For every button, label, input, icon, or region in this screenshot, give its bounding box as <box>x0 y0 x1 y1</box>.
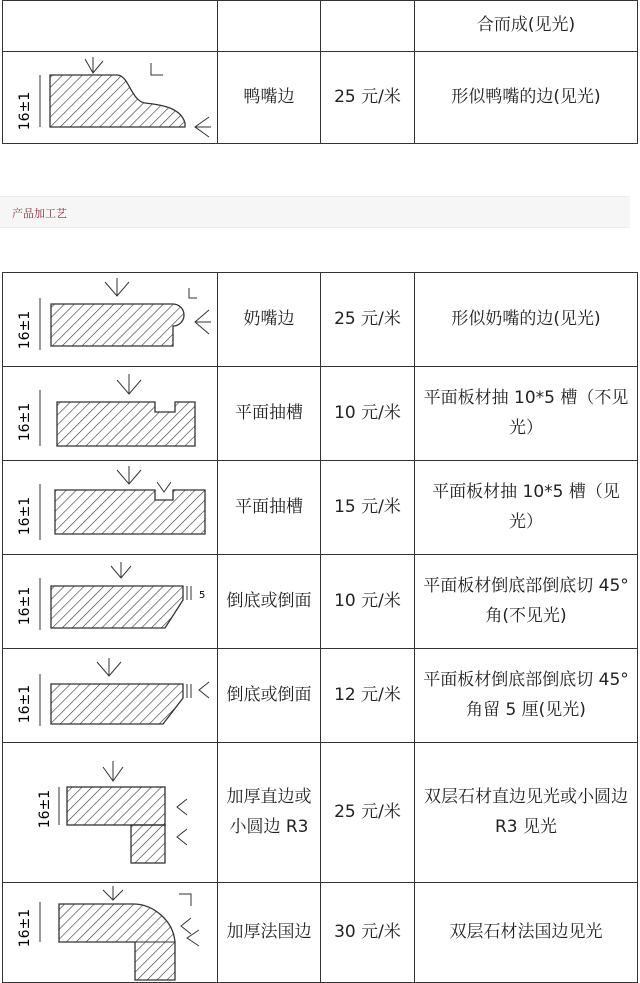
groove-exposed-profile-icon <box>3 367 218 461</box>
double-layer-french-profile-icon <box>3 883 218 983</box>
row-name: 加厚法国边 <box>218 883 321 983</box>
groove-hidden-profile-icon <box>3 461 218 555</box>
table-row <box>3 461 638 555</box>
row-name: 平面抽槽 <box>218 461 321 555</box>
row-price: 10 元/米 <box>321 555 415 649</box>
row-price: 30 元/米 <box>321 883 415 983</box>
nipple-edge-profile-icon <box>3 273 218 367</box>
bevel-edge-profile-icon <box>3 555 218 649</box>
row-name: 鸭嘴边 <box>218 52 321 144</box>
table-row <box>3 743 638 883</box>
row-desc: 平面板材倒底部倒底切 45°角(不见光) <box>415 555 638 649</box>
row-price: 25 元/米 <box>321 743 415 883</box>
row-price: 25 元/米 <box>321 273 415 367</box>
table-row <box>3 367 638 461</box>
row-name: 奶嘴边 <box>218 273 321 367</box>
section-header <box>0 196 630 228</box>
spec-table-top <box>2 0 638 144</box>
row-name: 倒底或倒面 <box>218 555 321 649</box>
row-name: 倒底或倒面 <box>218 649 321 743</box>
table-row <box>3 555 638 649</box>
dimension-label: 16±1 <box>17 310 33 349</box>
table-row <box>3 649 638 743</box>
row-desc: 平面板材倒底部倒底切 45°角留 5 厘(见光) <box>415 649 638 743</box>
row-desc: 双层石材法国边见光 <box>415 883 638 983</box>
table-row <box>3 273 638 367</box>
dimension-label: 16±1 <box>17 586 33 625</box>
row-desc: 形似鸭嘴的边(见光) <box>415 52 638 144</box>
svg-text:5: 5 <box>199 589 206 601</box>
dimension-label: 16±1 <box>17 496 33 535</box>
row-price: 25 元/米 <box>321 52 415 144</box>
row-desc: 平面板材抽 10*5 槽（见光） <box>415 461 638 555</box>
section-title: 产品加工艺 <box>12 207 67 220</box>
row-price: 15 元/米 <box>321 461 415 555</box>
row-price: 10 元/米 <box>321 367 415 461</box>
duckbill-edge-profile-icon <box>3 52 218 144</box>
dimension-label: 16±1 <box>17 91 33 130</box>
row-desc: 双层石材直边见光或小圆边 R3 见光 <box>415 743 638 883</box>
row-price: 12 元/米 <box>321 649 415 743</box>
dimension-label: 16±1 <box>17 684 33 723</box>
table-row <box>3 52 638 144</box>
table-row <box>3 1 638 52</box>
row-name: 加厚直边或小圆边 R3 <box>218 743 321 883</box>
dimension-label: 16±1 <box>17 402 33 441</box>
dimension-label: 16±1 <box>37 789 53 828</box>
table-row <box>3 883 638 983</box>
row-name: 平面抽槽 <box>218 367 321 461</box>
dimension-label: 16±1 <box>17 908 33 947</box>
row-desc: 形似奶嘴的边(见光) <box>415 273 638 367</box>
row-desc: 合而成(见光) <box>415 1 638 52</box>
bevel-ledge-profile-icon <box>3 649 218 743</box>
row-desc: 平面板材抽 10*5 槽（不见光） <box>415 367 638 461</box>
spec-table <box>2 272 638 983</box>
double-layer-straight-profile-icon <box>3 743 218 883</box>
